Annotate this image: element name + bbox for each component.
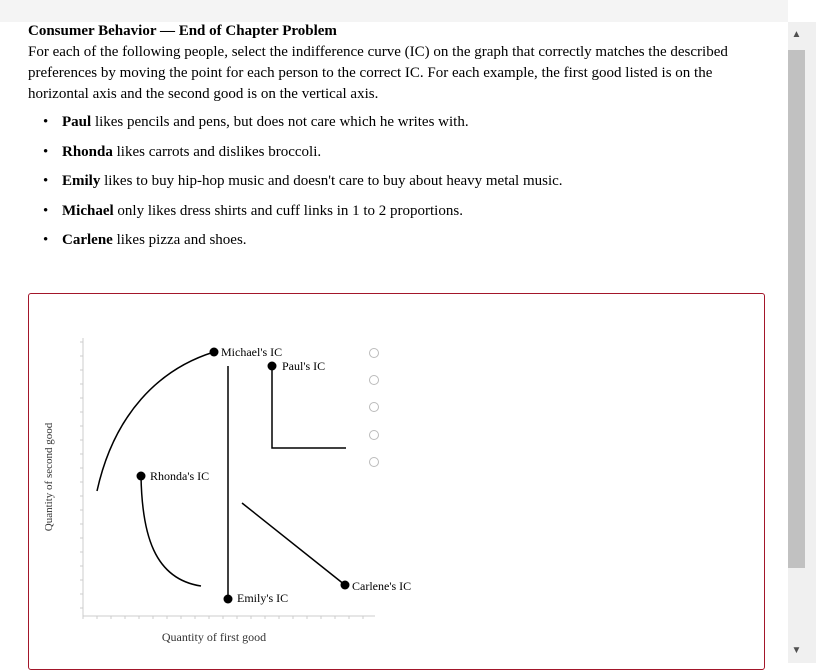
paul-ic-point[interactable] — [268, 362, 277, 371]
bullet-icon: • — [43, 173, 49, 189]
person-name: Carlene — [62, 232, 113, 248]
rhonda-ic-curve — [141, 476, 201, 586]
emily-ic-point[interactable] — [224, 595, 233, 604]
top-bar — [0, 0, 788, 22]
list-item — [28, 143, 768, 161]
michael-ic-point[interactable] — [210, 348, 219, 357]
person-name: Michael — [62, 202, 114, 219]
person-description: likes to buy hip-hop music and doesn't care to buy about heavy metal music. — [100, 173, 563, 189]
bullet-icon: • — [43, 143, 49, 160]
list-item — [28, 172, 768, 190]
graph-panel — [28, 293, 765, 670]
people-list — [28, 113, 768, 249]
list-item — [28, 202, 768, 220]
rhonda-ic-point[interactable] — [137, 472, 146, 481]
person-description: only likes dress shirts and cuff links in 1 to 2 proportions. — [113, 202, 463, 219]
rhonda-ic-label: Rhonda's IC — [150, 469, 210, 483]
bullet-icon: • — [43, 114, 49, 130]
list-item — [28, 231, 768, 249]
problem-intro: For each of the following people, select the indifference curve (IC) on the graph that correctly matches the described preferences by moving the point for each person to the correct IC. For each example, the first good listed is on the horizontal axis and the second good is on the vertical axis. — [28, 44, 728, 102]
michael-ic-label: Michael's IC — [221, 345, 283, 359]
person-name: Emily — [62, 173, 101, 189]
scroll-down-arrow-icon[interactable]: ▼ — [791, 645, 802, 656]
empty-drop-target[interactable] — [370, 349, 379, 358]
x-axis-ticks — [83, 616, 363, 619]
problem-title: Consumer Behavior — End of Chapter Problem — [28, 23, 337, 39]
carlene-ic-curve — [242, 503, 345, 585]
problem-content — [28, 22, 768, 261]
paul-ic-curve — [272, 366, 346, 448]
person-description: likes pencils and pens, but does not care which he writes with. — [91, 114, 469, 130]
ic-graph — [29, 294, 764, 669]
empty-drop-target[interactable] — [370, 403, 379, 412]
person-name: Paul — [62, 114, 92, 130]
x-axis-label: Quantity of first good — [161, 630, 267, 644]
person-description: likes pizza and shoes. — [112, 232, 247, 248]
empty-drop-target[interactable] — [370, 376, 379, 385]
bullet-icon: • — [43, 202, 49, 219]
person-description: likes carrots and dislikes broccoli. — [112, 143, 322, 160]
scroll-up-arrow-icon[interactable]: ▲ — [791, 29, 802, 40]
empty-drop-target[interactable] — [370, 431, 379, 440]
paul-ic-label: Paul's IC — [282, 359, 326, 373]
y-axis-label: Quantity of second good — [43, 422, 55, 532]
emily-ic-label: Emily's IC — [237, 591, 289, 605]
person-name: Rhonda — [62, 143, 113, 160]
carlene-ic-point[interactable] — [341, 581, 350, 590]
bullet-icon: • — [43, 232, 49, 248]
empty-drop-target[interactable] — [370, 458, 379, 467]
scrollbar-thumb[interactable] — [788, 50, 805, 568]
carlene-ic-label: Carlene's IC — [352, 579, 412, 593]
list-item — [28, 113, 768, 131]
